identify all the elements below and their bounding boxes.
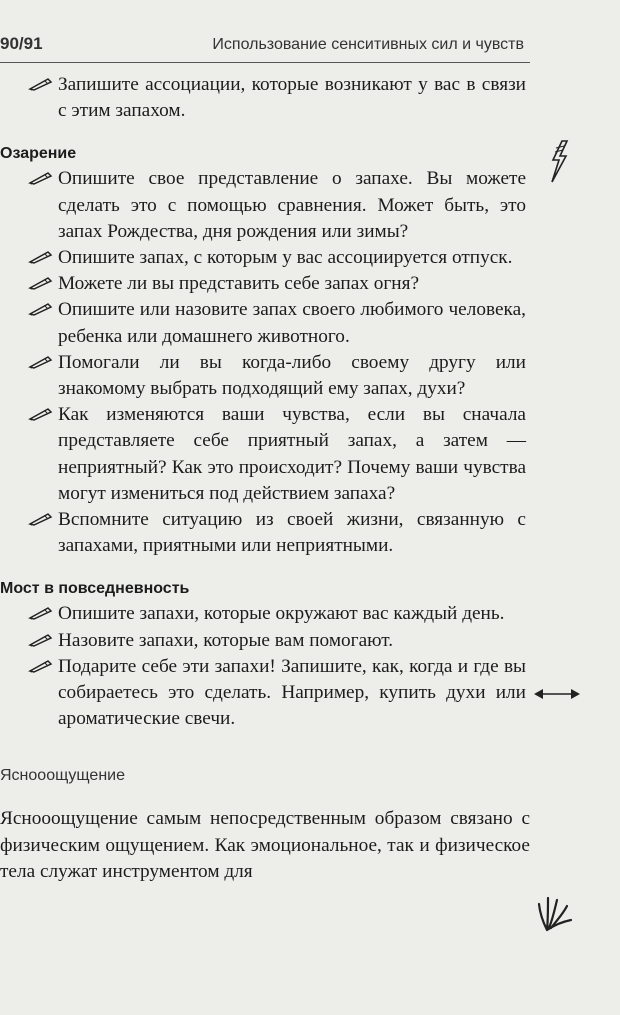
list-item: Подарите себе эти запахи! Запишите, как, когда и где вы собираетесь это сделать. Например, купить духи или ароматические свечи. <box>6 654 526 733</box>
list-item: Опишите свое представление о запахе. Вы можете сделать это с помощью сравнения. Может быть, это запах Рождества, дня рождения или зимы? <box>6 166 526 245</box>
pen-icon <box>28 302 54 316</box>
pen-icon <box>28 276 54 290</box>
list-item: Опишите или назовите запах своего любимого человека, ребенка или домашнего животного. <box>6 297 526 349</box>
pen-icon <box>28 512 54 526</box>
list-item: Назовите запахи, которые вам помогают. <box>6 628 526 654</box>
list-item: Как изменяются ваши чувства, если вы сначала представляете себе приятный запах, а затем — неприятный? Как это происходит? Почему ваши чувства могут измениться под действием запаха? <box>6 402 526 507</box>
list-item: Опишите запахи, которые окружают вас каждый день. <box>6 601 526 627</box>
pen-icon <box>28 633 54 647</box>
bridge-list <box>6 601 526 732</box>
section-heading-bridge: Мост в повседневность <box>0 580 190 598</box>
page-header <box>0 28 530 63</box>
body-paragraph: Яснооощущение самым непосредственным образом связано с физическим ощущением. Как эмоциональное, так и физическое тела служат инструментом для <box>0 808 530 883</box>
pen-icon <box>28 77 54 91</box>
insight-list <box>6 166 526 559</box>
list-item: Можете ли вы представить себе запах огня? <box>6 271 526 297</box>
page-content <box>0 72 530 886</box>
pen-icon <box>28 407 54 421</box>
pen-icon <box>28 171 54 185</box>
list-item: Опишите запах, с которым у вас ассоциируется отпуск. <box>6 245 526 271</box>
section-heading-clairsentience: Яснооощущение <box>0 767 125 785</box>
double-arrow-icon <box>533 686 581 702</box>
pen-icon <box>28 659 54 673</box>
section-heading-insight: Озарение <box>0 145 77 163</box>
page-number: 90/91 <box>0 34 43 53</box>
pen-icon <box>28 250 54 264</box>
pen-icon <box>28 606 54 620</box>
list-item: Вспомните ситуацию из своей жизни, связанную с запахами, приятными или неприятными. <box>6 507 526 559</box>
pen-icon <box>28 355 54 369</box>
hand-icon <box>535 892 575 934</box>
list-item: Помогали ли вы когда-либо своему другу или знакомому выбрать подходящий ему запах, духи? <box>6 350 526 402</box>
list-item: Запишите ассоциации, которые возникают у вас в связи с этим запахом. <box>6 72 526 124</box>
lightning-icon <box>548 140 570 184</box>
running-title: Использование сенситивных сил и чувств <box>212 36 524 53</box>
